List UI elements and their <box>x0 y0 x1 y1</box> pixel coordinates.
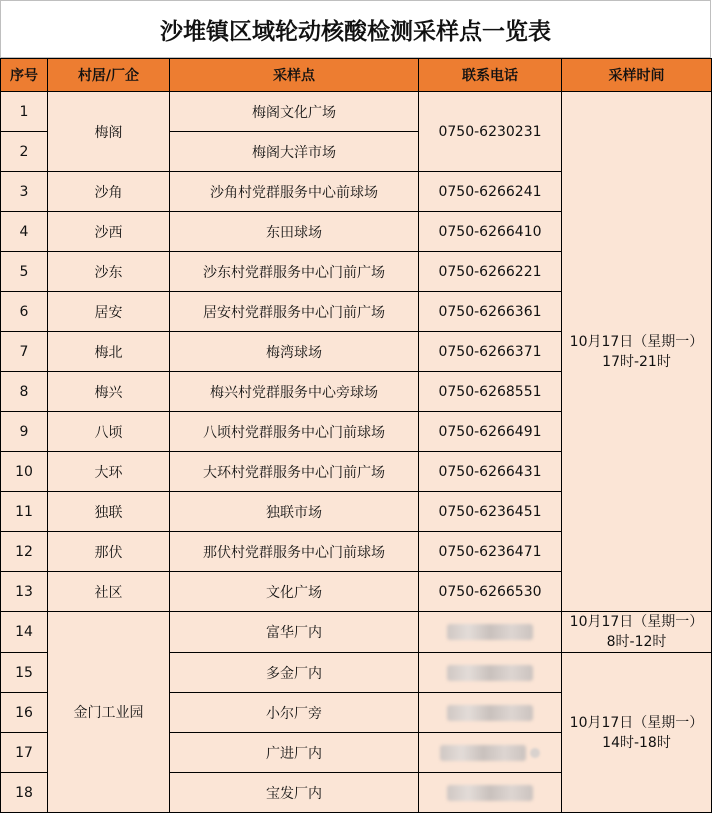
sheet-title: 沙堆镇区域轮动核酸检测采样点一览表 <box>0 0 711 58</box>
header-village: 村居/厂企 <box>48 59 170 92</box>
cell-site: 八顷村党群服务中心门前球场 <box>170 412 419 452</box>
cell-village: 独联 <box>48 492 170 532</box>
cell-site: 独联市场 <box>170 492 419 532</box>
cell-village: 梅北 <box>48 332 170 372</box>
cell-site: 那伏村党群服务中心门前球场 <box>170 532 419 572</box>
cell-village: 社区 <box>48 572 170 612</box>
cell-phone: 0750-6266431 <box>419 452 562 492</box>
cell-site: 沙角村党群服务中心前球场 <box>170 172 419 212</box>
time-date: 10月17日（星期一） <box>569 333 704 350</box>
cell-phone: 0750-6266221 <box>419 252 562 292</box>
cell-village: 沙西 <box>48 212 170 252</box>
cell-site: 东田球场 <box>170 212 419 252</box>
redacted-phone <box>447 785 533 801</box>
cell-site: 多金厂内 <box>170 653 419 693</box>
cell-time-block-1 <box>562 92 712 612</box>
cell-village: 大环 <box>48 452 170 492</box>
time-hours: 17时-21时 <box>602 353 671 370</box>
cell-site: 小尔厂旁 <box>170 693 419 733</box>
redacted-phone <box>447 665 533 681</box>
cell-phone: 0750-6236471 <box>419 532 562 572</box>
redaction-smudge <box>530 748 540 758</box>
cell-phone: 0750-6230231 <box>419 92 562 172</box>
cell-index: 18 <box>1 773 48 813</box>
cell-village: 那伏 <box>48 532 170 572</box>
time-hours: 14时-18时 <box>602 734 671 751</box>
cell-index: 7 <box>1 332 48 372</box>
cell-phone: 0750-6266371 <box>419 332 562 372</box>
cell-site: 富华厂内 <box>170 612 419 653</box>
cell-site: 文化广场 <box>170 572 419 612</box>
sampling-sites-table <box>0 58 712 813</box>
cell-phone: 0750-6236451 <box>419 492 562 532</box>
cell-time-block-2 <box>562 612 712 653</box>
redacted-phone <box>447 624 533 640</box>
cell-index: 8 <box>1 372 48 412</box>
cell-site: 梅湾球场 <box>170 332 419 372</box>
cell-village: 梅兴 <box>48 372 170 412</box>
redacted-phone <box>440 745 526 761</box>
cell-village: 沙东 <box>48 252 170 292</box>
cell-index: 4 <box>1 212 48 252</box>
redacted-phone <box>447 705 533 721</box>
cell-index: 16 <box>1 693 48 733</box>
table-row <box>1 92 712 132</box>
cell-site: 大环村党群服务中心门前广场 <box>170 452 419 492</box>
cell-site: 梅兴村党群服务中心旁球场 <box>170 372 419 412</box>
cell-site: 沙东村党群服务中心门前广场 <box>170 252 419 292</box>
cell-index: 3 <box>1 172 48 212</box>
cell-village: 金门工业园 <box>48 612 170 813</box>
cell-index: 12 <box>1 532 48 572</box>
time-hours: 8时-12时 <box>606 634 667 650</box>
cell-phone: 0750-6266241 <box>419 172 562 212</box>
header-index: 序号 <box>1 59 48 92</box>
cell-index: 17 <box>1 733 48 773</box>
cell-site: 居安村党群服务中心门前广场 <box>170 292 419 332</box>
time-date: 10月17日（星期一） <box>569 614 704 630</box>
cell-index: 13 <box>1 572 48 612</box>
cell-index: 10 <box>1 452 48 492</box>
cell-phone-redacted <box>419 773 562 813</box>
cell-index: 6 <box>1 292 48 332</box>
cell-time-block-3 <box>562 653 712 813</box>
cell-phone: 0750-6266361 <box>419 292 562 332</box>
cell-index: 15 <box>1 653 48 693</box>
header-phone: 联系电话 <box>419 59 562 92</box>
cell-index: 1 <box>1 92 48 132</box>
cell-index: 2 <box>1 132 48 172</box>
cell-phone: 0750-6266410 <box>419 212 562 252</box>
cell-phone-redacted <box>419 653 562 693</box>
cell-village: 梅阁 <box>48 92 170 172</box>
cell-village: 沙角 <box>48 172 170 212</box>
cell-phone-redacted <box>419 612 562 653</box>
cell-site: 梅阁文化广场 <box>170 92 419 132</box>
time-date: 10月17日（星期一） <box>569 714 704 731</box>
header-site: 采样点 <box>170 59 419 92</box>
cell-village: 居安 <box>48 292 170 332</box>
cell-village: 八顷 <box>48 412 170 452</box>
cell-site: 广进厂内 <box>170 733 419 773</box>
cell-index: 11 <box>1 492 48 532</box>
cell-phone: 0750-6266491 <box>419 412 562 452</box>
cell-phone: 0750-6266530 <box>419 572 562 612</box>
cell-index: 14 <box>1 612 48 653</box>
cell-site: 梅阁大洋市场 <box>170 132 419 172</box>
header-time: 采样时间 <box>562 59 712 92</box>
cell-index: 9 <box>1 412 48 452</box>
cell-phone-redacted <box>419 693 562 733</box>
cell-index: 5 <box>1 252 48 292</box>
table-row <box>1 612 712 653</box>
cell-phone-redacted <box>419 733 562 773</box>
cell-site: 宝发厂内 <box>170 773 419 813</box>
header-row <box>1 59 712 92</box>
cell-phone: 0750-6268551 <box>419 372 562 412</box>
